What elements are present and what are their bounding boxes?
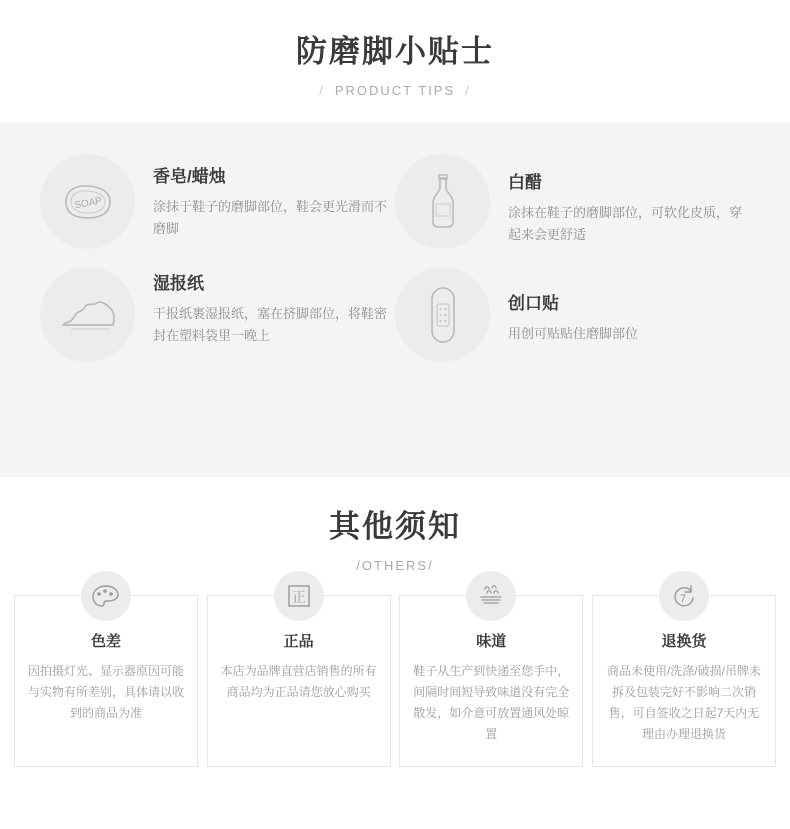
others-grid [0, 573, 790, 767]
soap-icon [40, 154, 135, 249]
tip-title: 创口贴 [508, 294, 559, 313]
tip-body [508, 154, 748, 246]
others-subtitle [0, 558, 790, 573]
wet-newspaper-icon [40, 267, 135, 362]
tip-title: 白醋 [508, 173, 542, 192]
others-section [0, 477, 790, 767]
tips-grid [0, 122, 790, 380]
other-card-desc: 本店为品牌直营店销售的所有商品均为正品请您放心购买 [220, 664, 377, 699]
slash-left: / [356, 558, 362, 573]
others-title: 其他须知 [329, 509, 461, 544]
tip-body [508, 267, 638, 345]
tips-title: 防磨脚小贴士 [296, 34, 494, 69]
smell-icon [466, 571, 516, 621]
other-card-title: 色差 [90, 633, 121, 650]
other-card-desc: 因拍摄灯光、显示器原因可能与实物有所差别，具体请以收到的商品为准 [27, 664, 184, 720]
bandage-icon [395, 267, 490, 362]
tip-desc: 涂抹在鞋子的磨脚部位，可软化皮质，穿起来会更舒适 [508, 205, 743, 242]
tip-item-vinegar [395, 154, 750, 249]
tips-subtitle-text: PRODUCT TIPS [334, 83, 456, 98]
other-card-title: 味道 [476, 633, 507, 650]
return-days-number: 7 [679, 593, 687, 605]
tips-band [0, 122, 790, 477]
tips-header [0, 0, 790, 98]
other-card-color-difference [14, 595, 198, 767]
tip-desc: 涂抹于鞋子的磨脚部位，鞋会更光滑而不磨脚 [153, 199, 388, 236]
vinegar-bottle-icon [395, 154, 490, 249]
slash-right: / [465, 83, 471, 98]
authentic-seal-icon [274, 571, 324, 621]
tip-body [153, 154, 393, 240]
other-card-authentic [207, 589, 391, 767]
tip-desc: 干报纸裹湿报纸，塞在挤脚部位，将鞋密封在塑料袋里一晚上 [153, 306, 388, 343]
other-card-desc: 商品未使用/洗涤/破损/吊牌未拆及包装完好不影响二次销售，可自签收之日起7天内无理由办理退换货 [606, 664, 761, 741]
other-card-smell [399, 595, 583, 767]
tip-item-bandage [395, 267, 750, 362]
tips-subtitle [0, 83, 790, 98]
tip-item-wet-newspaper [40, 267, 395, 362]
seven-day-return-icon [659, 571, 709, 621]
tip-title: 香皂/蜡烛 [153, 167, 226, 186]
svg-text:SOAP: SOAP [73, 195, 103, 211]
other-card-title: 正品 [283, 633, 314, 650]
other-card-return [592, 595, 776, 767]
color-palette-icon [81, 571, 131, 621]
other-card-desc: 鞋子从生产到快递至您手中，间隔时间短导致味道没有完全散发，如介意可放置通风处晾置 [413, 664, 570, 741]
tip-item-soap [40, 154, 395, 249]
others-subtitle-text: OTHERS [361, 558, 429, 573]
tip-title: 湿报纸 [153, 274, 204, 293]
slash-left: / [319, 83, 325, 98]
slash-right: / [428, 558, 434, 573]
other-card-title: 退换货 [661, 633, 707, 650]
svg-text:正: 正 [291, 589, 306, 605]
tip-body [153, 267, 393, 347]
tip-desc: 用创可贴贴住磨脚部位 [508, 326, 639, 341]
